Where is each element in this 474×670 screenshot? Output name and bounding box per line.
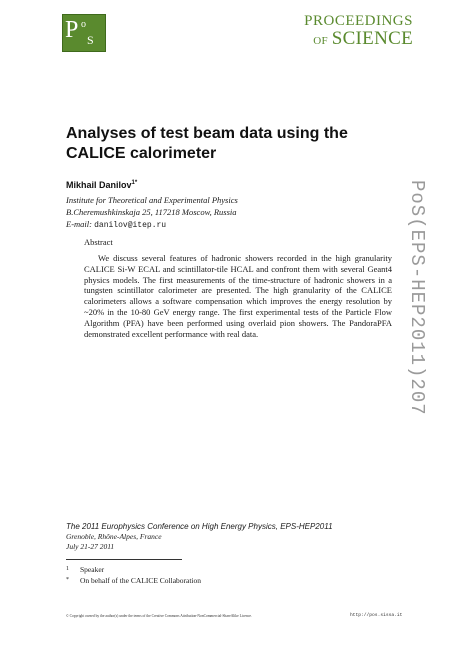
pos-logo xyxy=(62,14,106,52)
address: B.Cheremushkinskaja 25, 117218 Moscow, Russia xyxy=(66,207,237,217)
pos-side-identifier xyxy=(400,180,440,480)
footnote-1 xyxy=(66,565,104,574)
logo-letter-p: P xyxy=(65,17,79,43)
footnote-text: On behalf of the CALICE Collaboration xyxy=(80,576,202,585)
conference-place: Grenoble, Rhône-Alpes, France xyxy=(66,532,162,541)
brand-of-science xyxy=(304,30,413,50)
email-address[interactable]: danilov@itep.ru xyxy=(94,221,167,230)
paper-title: Analyses of test beam data using the CALICE calorimeter xyxy=(66,125,348,162)
author-name xyxy=(66,180,137,190)
abstract-text: We discuss several features of hadronic showers recorded in the high granularity CALICE Si-W ECAL and scintillator-tile HCAL and confront them with several Geant4 physics models. The first measurements of the time-structure of hadronic showers in a tungsten scintillator calorimeter are presented. The high granularity of the CALICE calorimeters allows a software compensation which improves the energy resolution by ~20% in the 10-80 GeV energy range. The first experimental tests of the Particle Flow Algorithm (PFA) have been performed using overlaid pion showers. The PandoraPFA demonstrated excellent performance with real data. xyxy=(84,253,392,339)
conference-name: The 2011 Europhysics Conference on High Energy Physics, EPS-HEP2011 xyxy=(66,522,333,531)
brand-of: OF xyxy=(313,35,328,47)
footnote-mark: 1 xyxy=(66,566,69,572)
footnote-mark: * xyxy=(66,577,69,583)
copyright-notice: © Copyright owned by the author(s) under the terms of the Creative Commons Attribution-NonCommercial-ShareAlike Licence. xyxy=(66,614,252,618)
affiliation: Institute for Theoretical and Experimental Physics xyxy=(66,195,238,205)
email-label: E-mail: xyxy=(66,219,92,229)
affiliation-block xyxy=(66,194,366,232)
abstract-heading: Abstract xyxy=(84,237,113,247)
proceedings-of-science-brand xyxy=(304,12,413,50)
logo-letter-s: S xyxy=(87,33,94,47)
pos-url-link[interactable]: http://pos.sissa.it xyxy=(350,613,403,618)
author-marks: 1* xyxy=(131,180,138,186)
footnote-text: Speaker xyxy=(80,565,105,574)
side-id-text: PoS(EPS-HEP2011)207 xyxy=(406,180,428,416)
footnote-divider xyxy=(66,559,182,560)
conference-dates: July 21-27 2011 xyxy=(66,542,115,551)
brand-science: SCIENCE xyxy=(331,28,413,49)
brand-proceedings: PROCEEDINGS xyxy=(304,13,413,29)
email-line xyxy=(66,218,366,232)
footnote-2 xyxy=(66,576,201,585)
conference-info xyxy=(66,522,333,552)
author-name-text: Mikhail Danilov xyxy=(66,180,132,190)
logo-letter-o: o xyxy=(81,19,86,30)
